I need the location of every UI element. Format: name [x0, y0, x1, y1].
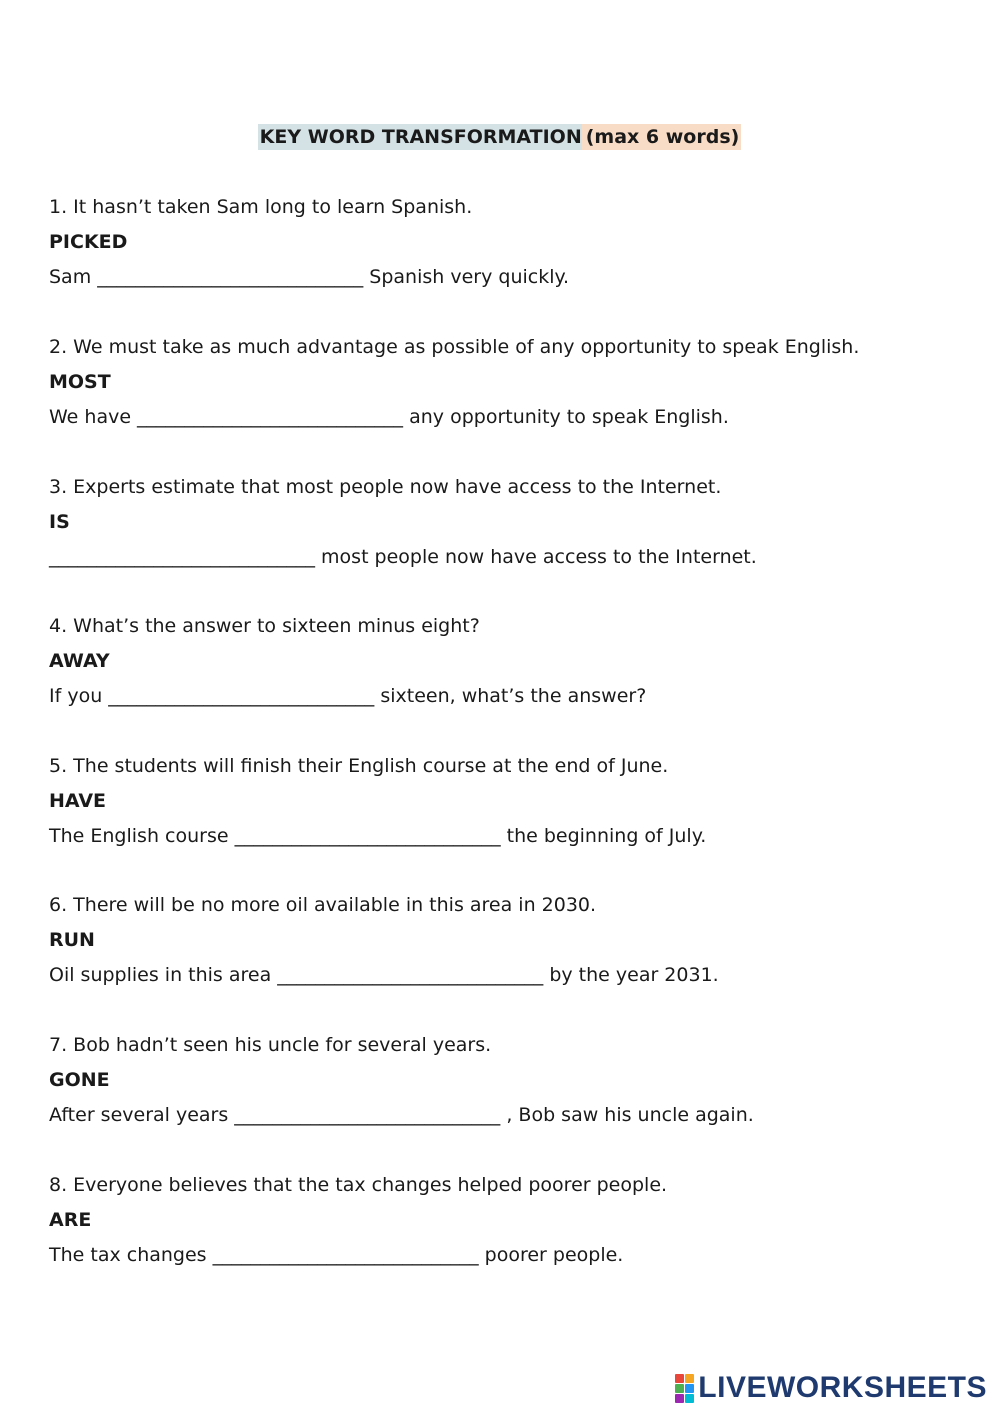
- question-7: [49, 1028, 949, 1133]
- worksheet-title: [0, 122, 999, 152]
- rewrite-sentence[interactable]: The English course ____________________________ the beginning of July.: [49, 825, 707, 847]
- rewrite-sentence[interactable]: The tax changes ____________________________ poorer people.: [49, 1244, 624, 1266]
- rewrite-sentence[interactable]: Sam ____________________________ Spanish very quickly.: [49, 266, 570, 288]
- key-word: HAVE: [49, 790, 106, 812]
- logo-text: LIVEWORKSHEETS: [698, 1371, 987, 1404]
- liveworksheets-logo: [675, 1371, 987, 1405]
- question-4: [49, 609, 949, 714]
- logo-block: [675, 1384, 684, 1393]
- key-word: RUN: [49, 929, 95, 951]
- logo-mark-icon: [675, 1374, 694, 1403]
- logo-block: [685, 1384, 694, 1393]
- title-note: (max 6 words): [582, 124, 742, 150]
- question-1: [49, 190, 949, 295]
- logo-block: [675, 1394, 684, 1403]
- question-6: [49, 888, 949, 993]
- title-main: KEY WORD TRANSFORMATION: [259, 126, 582, 148]
- logo-block: [685, 1374, 694, 1383]
- question-5: [49, 749, 949, 854]
- original-sentence: 8. Everyone believes that the tax changes helped poorer people.: [49, 1174, 668, 1196]
- question-8: [49, 1168, 949, 1273]
- key-word: GONE: [49, 1069, 110, 1091]
- key-word: AWAY: [49, 650, 110, 672]
- rewrite-sentence[interactable]: ____________________________ most people now have access to the Internet.: [49, 546, 757, 568]
- logo-block: [675, 1374, 684, 1383]
- rewrite-sentence[interactable]: After several years ____________________________ , Bob saw his uncle again.: [49, 1104, 754, 1126]
- key-word: ARE: [49, 1209, 92, 1231]
- key-word: IS: [49, 511, 70, 533]
- logo-block: [685, 1394, 694, 1403]
- original-sentence: 5. The students will finish their English course at the end of June.: [49, 755, 669, 777]
- key-word: PICKED: [49, 231, 128, 253]
- original-sentence: 3. Experts estimate that most people now have access to the Internet.: [49, 476, 722, 498]
- rewrite-sentence[interactable]: We have ____________________________ any opportunity to speak English.: [49, 406, 729, 428]
- rewrite-sentence[interactable]: Oil supplies in this area ____________________________ by the year 2031.: [49, 964, 719, 986]
- original-sentence: 6. There will be no more oil available in this area in 2030.: [49, 894, 597, 916]
- original-sentence: 2. We must take as much advantage as possible of any opportunity to speak English.: [49, 336, 860, 358]
- question-3: [49, 470, 949, 575]
- original-sentence: 4. What’s the answer to sixteen minus eight?: [49, 615, 480, 637]
- question-2: [49, 330, 949, 435]
- original-sentence: 1. It hasn’t taken Sam long to learn Spanish.: [49, 196, 473, 218]
- original-sentence: 7. Bob hadn’t seen his uncle for several years.: [49, 1034, 492, 1056]
- key-word: MOST: [49, 371, 111, 393]
- rewrite-sentence[interactable]: If you ____________________________ sixteen, what’s the answer?: [49, 685, 647, 707]
